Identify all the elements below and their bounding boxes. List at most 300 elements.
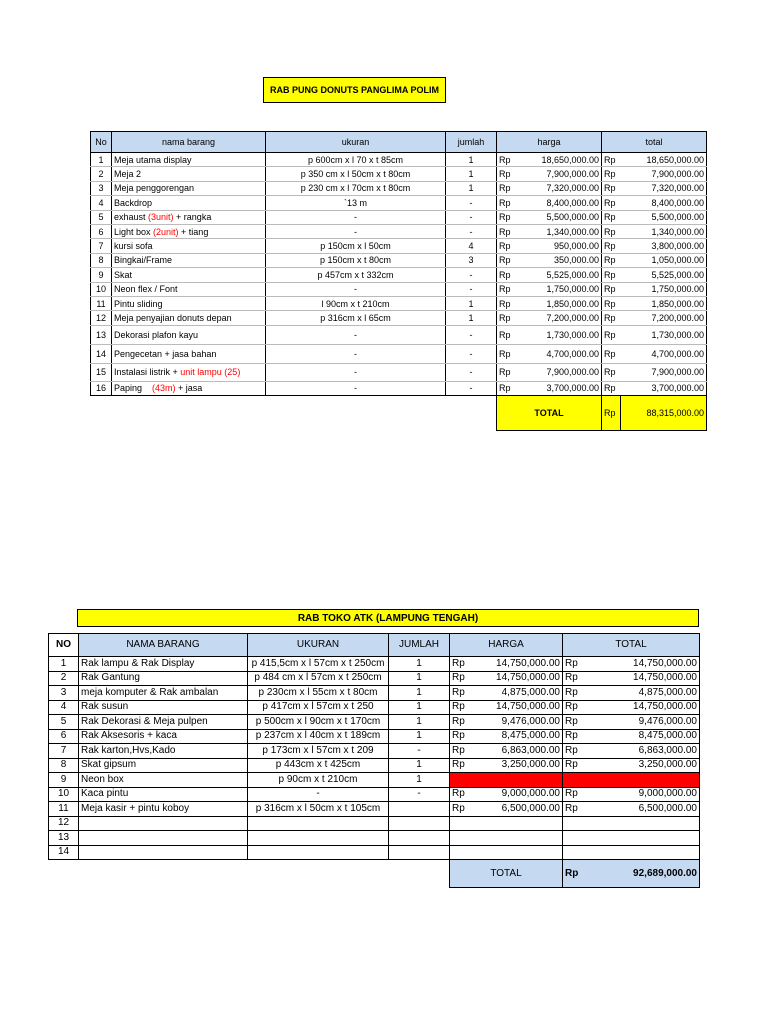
row-total-rp: Rp (563, 802, 585, 817)
row-harga-rp: Rp (450, 758, 471, 773)
row-nama: Meja penggorengan (112, 181, 266, 195)
row-ukuran: - (266, 363, 446, 381)
row-total-rp: Rp (563, 758, 585, 773)
row-jumlah: 1 (389, 686, 450, 701)
row-nama: Pintu sliding (112, 296, 266, 310)
row-jumlah: - (446, 268, 497, 282)
row-total: 1,730,000.00 (621, 325, 707, 344)
row-total-rp: Rp (602, 344, 621, 363)
row-total-rp (563, 816, 585, 831)
row-nama: Kaca pintu (79, 787, 248, 802)
row-harga: 1,340,000.00 (519, 224, 602, 238)
row-harga: 4,875,000.00 (471, 686, 563, 701)
row-total: 3,250,000.00 (585, 758, 700, 773)
row-harga-rp: Rp (497, 381, 519, 395)
row-nama-part: Light box (114, 226, 154, 237)
spacer (49, 860, 450, 888)
table-row (91, 224, 707, 238)
row-nama: Rak karton,Hvs,Kado (79, 744, 248, 759)
row-jumlah: 1 (389, 773, 450, 788)
row-harga: 7,900,000.00 (519, 363, 602, 381)
row-total-rp: Rp (563, 671, 585, 686)
row-total-rp: Rp (563, 700, 585, 715)
row-jumlah: - (446, 282, 497, 296)
row-jumlah: 4 (446, 239, 497, 253)
row-no: 6 (91, 224, 112, 238)
row-jumlah (389, 831, 450, 846)
row-jumlah: 3 (446, 253, 497, 267)
row-nama: Skat gipsum (79, 758, 248, 773)
row-total: 6,863,000.00 (585, 744, 700, 759)
row-total (585, 816, 700, 831)
row-harga-rp: Rp (497, 282, 519, 296)
row-total: 9,476,000.00 (585, 715, 700, 730)
row-nama: Backdrop (112, 196, 266, 210)
row-harga-rp: Rp (450, 729, 471, 744)
row-jumlah: - (389, 787, 450, 802)
row-nama-part: + rangka (173, 212, 212, 223)
row-no: 3 (49, 686, 79, 701)
row-harga: 3,250,000.00 (471, 758, 563, 773)
row-total: 1,340,000.00 (621, 224, 707, 238)
row-total: 7,320,000.00 (621, 181, 707, 195)
row-nama: Dekorasi plafon kayu (112, 325, 266, 344)
row-no: 13 (49, 831, 79, 846)
row-harga-rp: Rp (497, 196, 519, 210)
row-total: 8,475,000.00 (585, 729, 700, 744)
row-nama-part: + jasa (175, 383, 203, 394)
table1 (90, 131, 707, 431)
row-harga-rp: Rp (450, 700, 471, 715)
row-nama: Meja penyajian donuts depan (112, 311, 266, 325)
row-no: 14 (49, 845, 79, 860)
table-row (49, 831, 700, 846)
row-ukuran: `13 m (266, 196, 446, 210)
row-harga: 1,730,000.00 (519, 325, 602, 344)
row-nama-part: Instalasi listrik + (114, 367, 181, 378)
row-no: 11 (49, 802, 79, 817)
row-total-rp: Rp (602, 210, 621, 224)
row-total-rp: Rp (602, 167, 621, 181)
row-total (585, 831, 700, 846)
row-ukuran: p 316cm x l 65cm (266, 311, 446, 325)
row-nama: Bingkai/Frame (112, 253, 266, 267)
row-harga-rp: Rp (497, 181, 519, 195)
row-jumlah (389, 816, 450, 831)
header-no: NO (49, 634, 79, 657)
row-harga: 1,850,000.00 (519, 296, 602, 310)
row-jumlah: - (446, 344, 497, 363)
row-jumlah: 1 (446, 311, 497, 325)
table-row (91, 210, 707, 224)
row-no: 16 (91, 381, 112, 395)
table-row (91, 239, 707, 253)
row-total: 3,700,000.00 (621, 381, 707, 395)
table-row (91, 344, 707, 363)
row-total: 5,525,000.00 (621, 268, 707, 282)
row-ukuran (248, 831, 389, 846)
header-harga: HARGA (450, 634, 563, 657)
row-total-rp: Rp (602, 325, 621, 344)
row-total-rp: Rp (602, 296, 621, 310)
row-ukuran: p 484 cm x l 57cm x t 250cm (248, 671, 389, 686)
row-harga: 14,750,000.00 (471, 700, 563, 715)
table-row (91, 253, 707, 267)
row-jumlah: - (446, 381, 497, 395)
row-nama: Pengecetan + jasa bahan (112, 344, 266, 363)
table2-total-row (49, 860, 700, 888)
row-harga: 7,320,000.00 (519, 181, 602, 195)
row-harga: 3,700,000.00 (519, 381, 602, 395)
row-total-rp: Rp (602, 181, 621, 195)
row-ukuran: p 457cm x t 332cm (266, 268, 446, 282)
row-total: 4,875,000.00 (585, 686, 700, 701)
row-ukuran: p 150cm x t 80cm (266, 253, 446, 267)
row-ukuran (248, 845, 389, 860)
table-row (49, 744, 700, 759)
table-row (91, 268, 707, 282)
row-nama (112, 381, 266, 395)
row-ukuran: p 500cm x l 90cm x t 170cm (248, 715, 389, 730)
header-ukuran: ukuran (266, 132, 446, 153)
row-total: 18,650,000.00 (621, 153, 707, 167)
row-total-rp (563, 845, 585, 860)
row-harga-rp: Rp (450, 715, 471, 730)
row-nama: Rak susun (79, 700, 248, 715)
row-harga-rp: Rp (450, 686, 471, 701)
table-row (49, 787, 700, 802)
row-nama: Neon flex / Font (112, 282, 266, 296)
row-harga-rp: Rp (450, 787, 471, 802)
row-nama-highlight: (3unit) (148, 212, 174, 223)
row-ukuran: p 150cm x l 50cm (266, 239, 446, 253)
row-ukuran: p 443cm x t 425cm (248, 758, 389, 773)
table-row (91, 363, 707, 381)
row-nama (112, 363, 266, 381)
row-harga-rp: Rp (497, 224, 519, 238)
total-rp: Rp (563, 860, 585, 888)
row-jumlah: 1 (389, 700, 450, 715)
row-ukuran: - (266, 381, 446, 395)
table-row (91, 153, 707, 167)
table2-header-row (49, 634, 700, 657)
row-no: 10 (49, 787, 79, 802)
table-row (49, 729, 700, 744)
total-rp: Rp (602, 396, 621, 431)
row-harga-rp: Rp (497, 210, 519, 224)
row-no: 9 (91, 268, 112, 282)
row-total: 6,500,000.00 (585, 802, 700, 817)
row-ukuran: p 417cm x l 57cm x t 250 (248, 700, 389, 715)
row-harga-rp: Rp (497, 325, 519, 344)
row-ukuran: - (266, 282, 446, 296)
row-total: 14,750,000.00 (585, 657, 700, 672)
row-no: 15 (91, 363, 112, 381)
row-total-rp: Rp (602, 363, 621, 381)
row-no: 11 (91, 296, 112, 310)
row-total: 1,050,000.00 (621, 253, 707, 267)
row-total-highlight (563, 773, 700, 788)
row-harga: 350,000.00 (519, 253, 602, 267)
header-no: No (91, 132, 112, 153)
row-jumlah: 1 (389, 729, 450, 744)
row-harga-rp: Rp (497, 239, 519, 253)
row-ukuran: p 90cm x t 210cm (248, 773, 389, 788)
row-no: 4 (91, 196, 112, 210)
row-total-rp: Rp (602, 311, 621, 325)
table1-title: RAB PUNG DONUTS PANGLIMA POLIM (263, 77, 446, 103)
row-harga-rp: Rp (450, 671, 471, 686)
row-harga: 8,400,000.00 (519, 196, 602, 210)
row-jumlah: 1 (446, 153, 497, 167)
row-ukuran: - (266, 210, 446, 224)
row-no: 4 (49, 700, 79, 715)
row-harga-rp: Rp (497, 153, 519, 167)
row-no: 7 (49, 744, 79, 759)
row-ukuran: p 415,5cm x l 57cm x t 250cm (248, 657, 389, 672)
row-harga-rp: Rp (497, 344, 519, 363)
row-nama: Rak Gantung (79, 671, 248, 686)
row-jumlah: 1 (389, 671, 450, 686)
row-harga: 4,700,000.00 (519, 344, 602, 363)
table-row (49, 671, 700, 686)
row-no: 12 (91, 311, 112, 325)
row-total: 4,700,000.00 (621, 344, 707, 363)
row-ukuran: p 600cm x l 70 x t 85cm (266, 153, 446, 167)
row-harga (471, 845, 563, 860)
row-nama: meja komputer & Rak ambalan (79, 686, 248, 701)
row-harga: 5,525,000.00 (519, 268, 602, 282)
table-row (91, 325, 707, 344)
table-row (49, 700, 700, 715)
row-jumlah: - (446, 363, 497, 381)
row-total-rp: Rp (602, 253, 621, 267)
row-total-rp: Rp (602, 381, 621, 395)
row-total-rp: Rp (563, 787, 585, 802)
row-ukuran: l 90cm x t 210cm (266, 296, 446, 310)
row-harga: 7,900,000.00 (519, 167, 602, 181)
table-row (91, 381, 707, 395)
row-harga: 7,200,000.00 (519, 311, 602, 325)
row-total: 3,800,000.00 (621, 239, 707, 253)
row-no: 5 (91, 210, 112, 224)
row-nama-highlight: (43m) (152, 383, 176, 394)
header-jumlah: jumlah (446, 132, 497, 153)
row-harga: 8,475,000.00 (471, 729, 563, 744)
row-total-rp: Rp (563, 715, 585, 730)
header-ukuran: UKURAN (248, 634, 389, 657)
table2-title: RAB TOKO ATK (LAMPUNG TENGAH) (77, 609, 699, 627)
row-ukuran: p 316cm x l 50cm x t 105cm (248, 802, 389, 817)
row-total: 14,750,000.00 (585, 700, 700, 715)
row-harga-rp: Rp (497, 268, 519, 282)
row-total (585, 845, 700, 860)
row-total: 8,400,000.00 (621, 196, 707, 210)
header-total: total (602, 132, 707, 153)
row-nama-part: exhaust (114, 212, 149, 223)
row-nama: Rak Aksesoris + kaca (79, 729, 248, 744)
row-no: 5 (49, 715, 79, 730)
row-total: 1,750,000.00 (621, 282, 707, 296)
row-no: 13 (91, 325, 112, 344)
row-total-rp: Rp (563, 657, 585, 672)
header-harga: harga (497, 132, 602, 153)
row-nama: Meja 2 (112, 167, 266, 181)
row-total-rp: Rp (602, 268, 621, 282)
header-nama: NAMA BARANG (79, 634, 248, 657)
row-total: 7,900,000.00 (621, 167, 707, 181)
row-harga-rp: Rp (497, 167, 519, 181)
row-total: 14,750,000.00 (585, 671, 700, 686)
row-ukuran (248, 816, 389, 831)
row-no: 2 (49, 671, 79, 686)
table2 (48, 633, 700, 888)
row-nama-highlight: (2unit) (153, 226, 179, 237)
row-harga: 18,650,000.00 (519, 153, 602, 167)
row-harga-rp: Rp (497, 253, 519, 267)
row-no: 14 (91, 344, 112, 363)
row-no: 1 (91, 153, 112, 167)
table1-total-row (91, 396, 707, 431)
table-row (49, 715, 700, 730)
row-harga-rp: Rp (497, 311, 519, 325)
row-total: 9,000,000.00 (585, 787, 700, 802)
row-nama (112, 210, 266, 224)
row-harga: 14,750,000.00 (471, 657, 563, 672)
row-nama (79, 831, 248, 846)
row-ukuran: p 230cm x l 55cm x t 80cm (248, 686, 389, 701)
row-total-rp: Rp (563, 729, 585, 744)
row-ukuran: - (266, 344, 446, 363)
table-row (91, 311, 707, 325)
row-harga-rp: Rp (450, 744, 471, 759)
table-row (49, 773, 700, 788)
row-harga-highlight (450, 773, 563, 788)
row-no: 9 (49, 773, 79, 788)
header-total: TOTAL (563, 634, 700, 657)
table-row (49, 758, 700, 773)
row-nama (79, 816, 248, 831)
row-harga: 14,750,000.00 (471, 671, 563, 686)
header-nama: nama barang (112, 132, 266, 153)
row-harga (471, 831, 563, 846)
row-nama: Meja utama display (112, 153, 266, 167)
row-no: 7 (91, 239, 112, 253)
row-ukuran: p 350 cm x l 50cm x t 80cm (266, 167, 446, 181)
table-row (91, 296, 707, 310)
row-harga-rp: Rp (450, 802, 471, 817)
row-harga-rp (450, 845, 471, 860)
header-jumlah: JUMLAH (389, 634, 450, 657)
row-harga: 6,500,000.00 (471, 802, 563, 817)
row-total-rp: Rp (602, 224, 621, 238)
row-ukuran: p 173cm x l 57cm x t 209 (248, 744, 389, 759)
row-nama-highlight: unit lampu (25) (180, 367, 241, 378)
row-total: 7,900,000.00 (621, 363, 707, 381)
row-jumlah: - (389, 744, 450, 759)
row-harga: 9,476,000.00 (471, 715, 563, 730)
row-no: 10 (91, 282, 112, 296)
row-jumlah (389, 802, 450, 817)
row-nama-part: Paping (114, 383, 153, 394)
row-total-rp: Rp (602, 282, 621, 296)
row-harga: 1,750,000.00 (519, 282, 602, 296)
total-value: 88,315,000.00 (621, 396, 707, 431)
row-total: 1,850,000.00 (621, 296, 707, 310)
row-harga-rp (450, 816, 471, 831)
row-jumlah: 1 (389, 657, 450, 672)
row-nama: kursi sofa (112, 239, 266, 253)
row-total-rp: Rp (602, 153, 621, 167)
total-value: 92,689,000.00 (585, 860, 700, 888)
row-harga-rp: Rp (497, 363, 519, 381)
row-nama (79, 845, 248, 860)
row-jumlah (389, 845, 450, 860)
table-row (91, 196, 707, 210)
row-no: 8 (91, 253, 112, 267)
row-no: 6 (49, 729, 79, 744)
table-row (91, 167, 707, 181)
row-harga: 6,863,000.00 (471, 744, 563, 759)
table1-header-row (91, 132, 707, 153)
row-jumlah: 1 (389, 758, 450, 773)
row-total: 7,200,000.00 (621, 311, 707, 325)
row-jumlah: - (446, 196, 497, 210)
row-nama: Neon box (79, 773, 248, 788)
row-harga (471, 816, 563, 831)
row-no: 2 (91, 167, 112, 181)
row-total-rp: Rp (602, 239, 621, 253)
row-jumlah: - (446, 210, 497, 224)
table-row (49, 845, 700, 860)
table-row (91, 282, 707, 296)
row-jumlah: - (446, 224, 497, 238)
table-row (49, 816, 700, 831)
row-nama: Skat (112, 268, 266, 282)
row-jumlah: - (446, 325, 497, 344)
row-total-rp (563, 831, 585, 846)
row-harga: 9,000,000.00 (471, 787, 563, 802)
row-jumlah: 1 (446, 296, 497, 310)
row-harga-rp: Rp (497, 296, 519, 310)
row-harga-rp: Rp (450, 657, 471, 672)
table-row (91, 181, 707, 195)
table-row (49, 686, 700, 701)
row-nama (112, 224, 266, 238)
row-harga-rp (450, 831, 471, 846)
row-total: 5,500,000.00 (621, 210, 707, 224)
table-row (49, 802, 700, 817)
table-row (49, 657, 700, 672)
row-total-rp: Rp (563, 744, 585, 759)
row-harga: 5,500,000.00 (519, 210, 602, 224)
row-jumlah: 1 (446, 181, 497, 195)
row-total-rp: Rp (563, 686, 585, 701)
row-jumlah: 1 (389, 715, 450, 730)
row-ukuran: p 237cm x l 40cm x t 189cm (248, 729, 389, 744)
row-no: 8 (49, 758, 79, 773)
row-harga: 950,000.00 (519, 239, 602, 253)
row-jumlah: 1 (446, 167, 497, 181)
row-no: 3 (91, 181, 112, 195)
row-no: 12 (49, 816, 79, 831)
row-ukuran: p 230 cm x l 70cm x t 80cm (266, 181, 446, 195)
row-nama: Meja kasir + pintu koboy (79, 802, 248, 817)
spacer (91, 396, 497, 431)
row-nama-part: + tiang (178, 226, 209, 237)
row-total-rp: Rp (602, 196, 621, 210)
total-label: TOTAL (497, 396, 602, 431)
